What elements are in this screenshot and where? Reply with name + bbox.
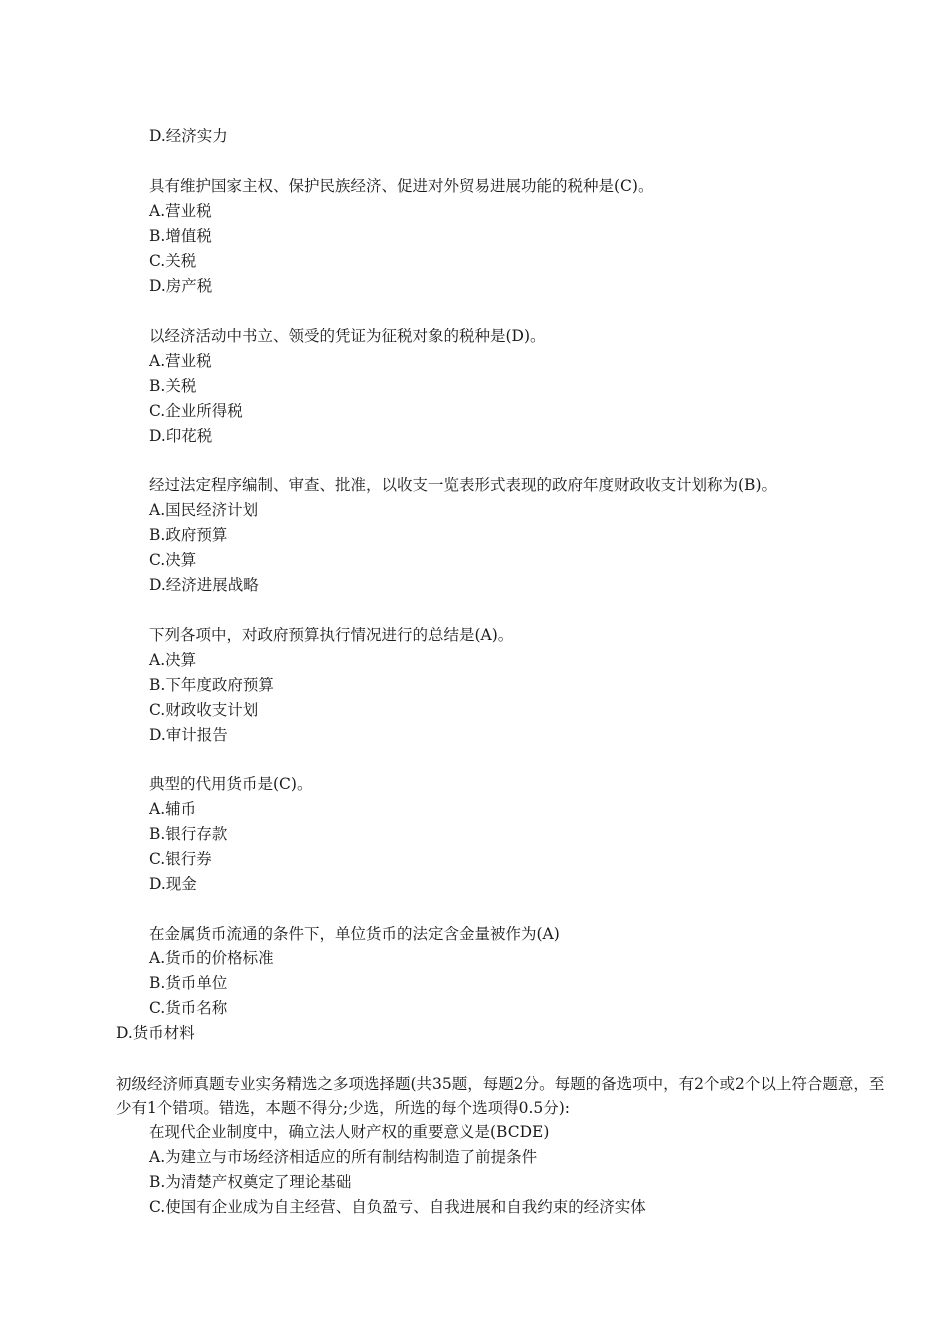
option-c: C.关税 (149, 252, 197, 270)
question-text: 下列各项中，对政府预算执行情况进行的总结是(A)。 (149, 626, 514, 644)
option-b: B.银行存款 (149, 825, 228, 843)
option-a: A.决算 (149, 651, 197, 669)
option-c: C.财政收支计划 (149, 701, 259, 719)
option-d: D.现金 (149, 875, 197, 893)
option-c: C.使国有企业成为自主经营、自负盈亏、自我进展和自我约束的经济实体 (149, 1198, 646, 1216)
option-b: B.下年度政府预算 (149, 676, 274, 694)
option-b: B.增值税 (149, 227, 212, 245)
option-d: D.货币材料 (116, 1024, 195, 1042)
option-a: A.为建立与市场经济相适应的所有制结构制造了前提条件 (149, 1148, 538, 1166)
question-text: 在现代企业制度中，确立法人财产权的重要意义是(BCDE) (149, 1123, 550, 1141)
option-d: D.房产税 (149, 277, 213, 295)
option-d: D.印花税 (149, 427, 213, 445)
option-b: B.政府预算 (149, 526, 228, 544)
option-a: A.营业税 (149, 352, 212, 370)
question-text: 以经济活动中书立、领受的凭证为征税对象的税种是(D)。 (149, 327, 546, 345)
option-d: D.审计报告 (149, 726, 228, 744)
option-a: A.营业税 (149, 202, 212, 220)
option-b: B.为清楚产权奠定了理论基础 (149, 1173, 352, 1191)
option-a: A.辅币 (149, 800, 197, 818)
section-intro: 初级经济师真题专业实务精选之多项选择题(共35题，每题2分。每题的备选项中，有2个或2个以上符合题意，至少有1个错项。错选，本题不得分;少选，所选的每个选项得0.5分): (116, 1075, 885, 1117)
option-b: B.货币单位 (149, 974, 228, 992)
option-a: A.国民经济计划 (149, 501, 259, 519)
option-c: C.货币名称 (149, 999, 228, 1017)
question-text: 经过法定程序编制、审查、批准，以收支一览表形式表现的政府年度财政收支计划称为(B)。 (149, 476, 777, 494)
question-text: 具有维护国家主权、保护民族经济、促进对外贸易进展功能的税种是(C)。 (149, 177, 654, 195)
option-c: C.银行券 (149, 850, 212, 868)
option-b: B.关税 (149, 377, 197, 395)
question-text: 在金属货币流通的条件下，单位货币的法定含金量被作为(A) (149, 925, 560, 943)
question-text: 典型的代用货币是(C)。 (149, 775, 313, 793)
option-d: D.经济实力 (149, 127, 228, 145)
option-a: A.货币的价格标准 (149, 949, 274, 967)
option-d: D.经济进展战略 (149, 576, 259, 594)
option-c: C.企业所得税 (149, 402, 243, 420)
option-c: C.决算 (149, 551, 197, 569)
